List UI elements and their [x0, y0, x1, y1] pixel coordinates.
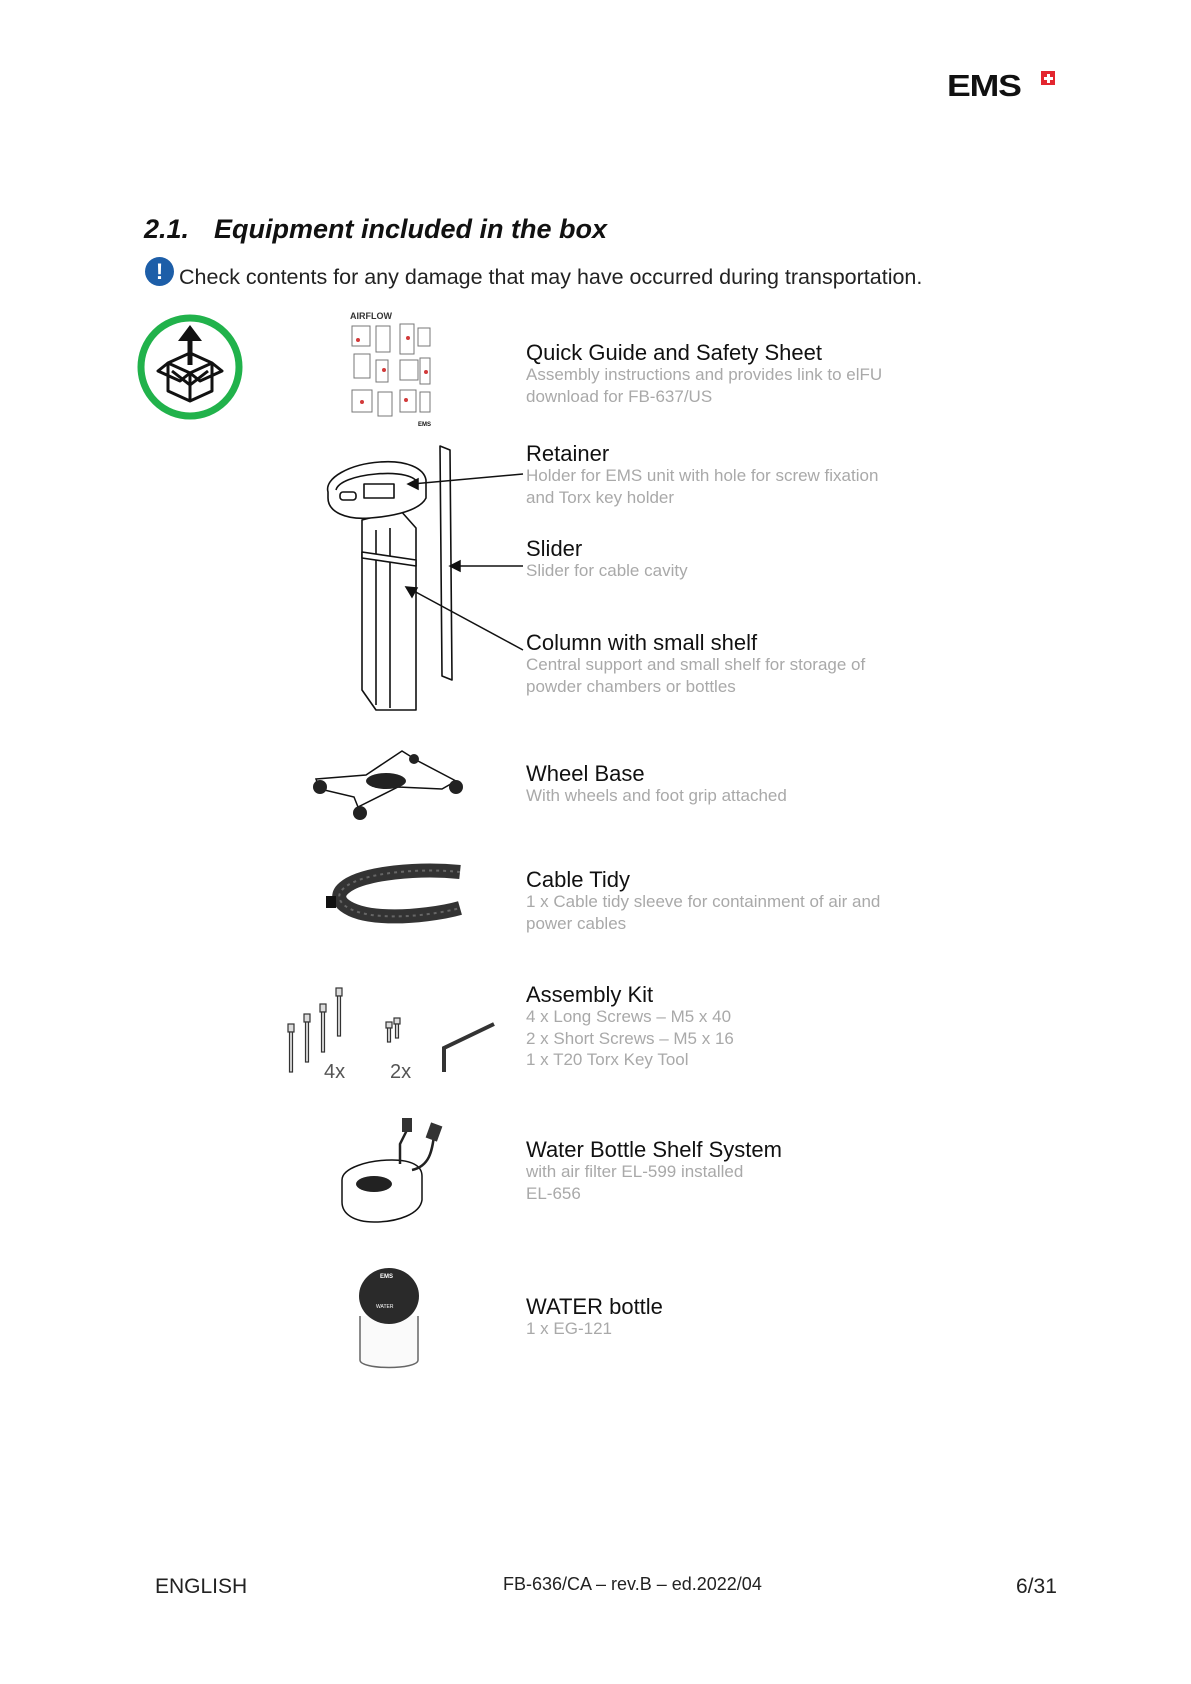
bottle-label: WATER [376, 1304, 394, 1310]
item-description: 1 x EG-121 [526, 1319, 612, 1338]
quick-guide-brand: AIRFLOW [350, 311, 392, 321]
item-title: WATER bottle [526, 1294, 663, 1319]
item-description: Holder for EMS unit with hole for screw fixation and Torx key holder [526, 466, 879, 507]
item-title: Wheel Base [526, 761, 645, 786]
water-bottle-shelf-illustration [338, 1110, 448, 1230]
water-bottle-illustration [352, 1264, 426, 1374]
item-description: with air filter EL-599 installed EL-656 [526, 1162, 744, 1203]
item-description: 4 x Long Screws – M5 x 40 2 x Short Screws – M5 x 16 1 x T20 Torx Key Tool [526, 1007, 734, 1069]
assembly-kit-illustration [282, 982, 502, 1082]
item-title: Column with small shelf [526, 630, 758, 655]
item-title: Retainer [526, 441, 610, 466]
item-title: Assembly Kit [526, 982, 654, 1007]
item-title: Cable Tidy [526, 867, 630, 892]
column-retainer-slider-illustration [320, 440, 530, 720]
item-description: Central support and small shelf for storage of powder chambers or bottles [526, 655, 866, 696]
quick-guide-illustration [346, 310, 436, 430]
unbox-icon [134, 311, 246, 423]
short-screws-count: 2x [390, 1061, 412, 1082]
quick-guide-logo: EMS [418, 422, 432, 428]
wheel-base-illustration [306, 735, 476, 825]
ems-logo: EMS [947, 68, 1021, 103]
page-number: 6/31 [1016, 1575, 1057, 1598]
exclamation-info-icon: ! [145, 257, 174, 286]
section-title: Equipment included in the box [214, 214, 608, 244]
footer-doc-ref: FB-636/CA – rev.B – ed.2022/04 [503, 1574, 762, 1594]
item-description: 1 x Cable tidy sleeve for containment of air and power cables [526, 892, 881, 933]
section-number: 2.1. [144, 214, 190, 244]
cable-tidy-illustration [322, 858, 472, 928]
section-heading [144, 214, 607, 245]
damage-notice: Check contents for any damage that may have occurred during transportation. [179, 265, 923, 289]
item-title: Slider [526, 536, 583, 561]
item-title: Quick Guide and Safety Sheet [526, 340, 822, 365]
item-description: Slider for cable cavity [526, 561, 688, 580]
footer-language: ENGLISH [155, 1575, 248, 1598]
item-description: Assembly instructions and provides link to elFU download for FB-637/US [526, 365, 883, 406]
item-description: With wheels and foot grip attached [526, 786, 787, 805]
swiss-cross-icon [1041, 71, 1055, 85]
item-title: Water Bottle Shelf System [526, 1137, 782, 1162]
bottle-cap-logo: EMS [380, 1274, 394, 1280]
long-screws-count: 4x [324, 1061, 346, 1082]
